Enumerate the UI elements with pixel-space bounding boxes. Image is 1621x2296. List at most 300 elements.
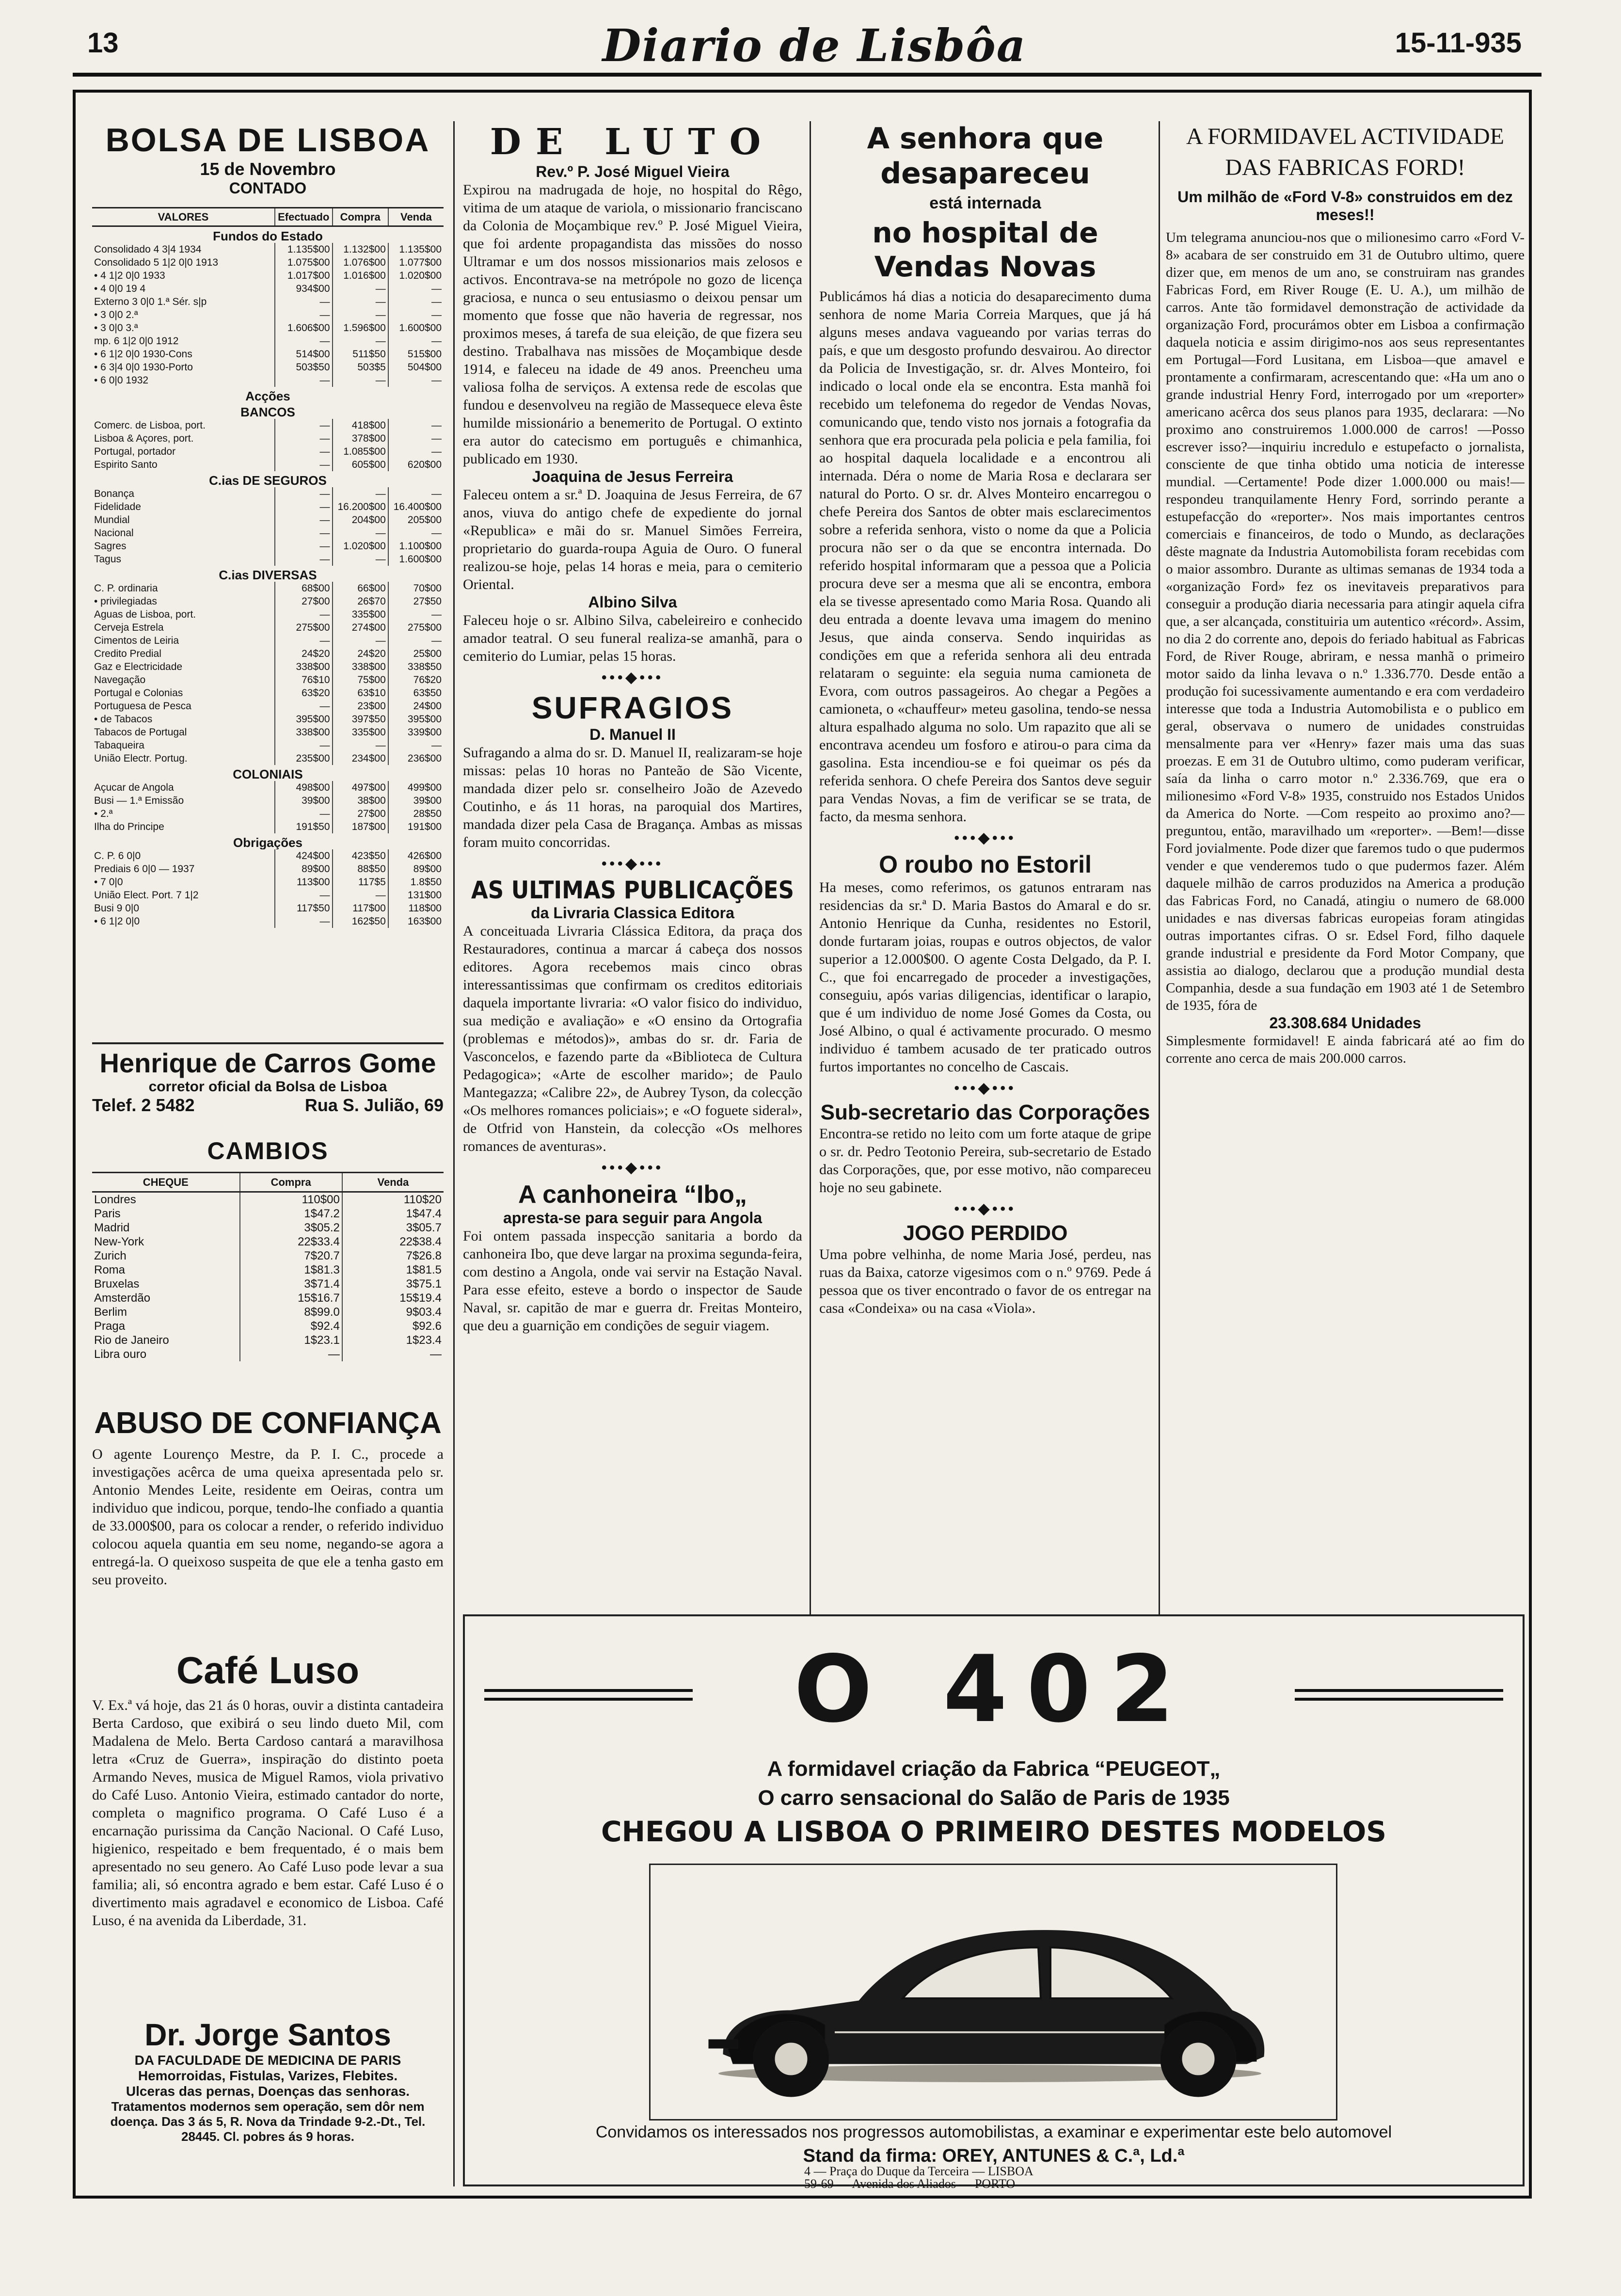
quote-value: 63$10 — [333, 686, 388, 700]
quote-value: — — [333, 634, 388, 647]
table-row — [92, 1207, 444, 1221]
doctor-line-4: Tratamentos modernos sem operação, sem dôr nem doença. Das 3 ás 5, R. Nova da Trindade 9-2.-Dt., Tel. 28445. Cl. pobres ás 9 horas. — [110, 2099, 426, 2144]
jogo-title: JOGO PERDIDO — [903, 1221, 1068, 1245]
senhora-text: Publicámos há dias a noticia do desaparecimento duma senhora de nome Maria Correia Marques, que já há alguns meses andava vagueando por varias terras do país, e que um desgosto profundo desvairou. Ao director da Policia de Investigação, sr. dr. Alves Monteiro, foi indicado o local onde ela se encontra. Esta manhã foi recebido um telefonema do regedor de Vendas Novas, comunicando que, tendo visto nos jornais a fotografia da senhora que era procurada pela policia e pela familia, foi ao hospital daquela localidade e a encontrou ali internada. Déra o nome de Maria Rosa e declarara ser natural do Porto. O sr. dr. Alves Monteiro encarregou o chefe Pereira dos Santos de obter mais esclarecimentos sobre a referida senhora, visto o nome da que a Policia procura não ser o da que se encontra internada. Do referido hospital informaram que a pessoa que a Policia procura deve ser a mesma que ali se encontra, embora ela se tivesse apresentado como Maria Rosa. Quando ali deu entrada a doente levava uma imagem do menino Jesus, que ainda conserva. Sendo inquiridas as condições em que a referida senhora ali deu entrada relataram o seguinte: ela seguia numa camioneta de Evora, com outros passageiros. Ao chegar a Pegões a camioneta, o «chauffeur» meteu gasolina, tendo-se nessa altura espalhado alguma no solo. Um rapazito que ali se encontrava acendeu um fosforo e atirou-o para cima da gasolina. Esta incendiou-se e foi queimar os pés da referida senhora. O chefe Pereira dos Santos deve seguir para Vendas Novas, a fim de verificar se se trata, de facto, da mesma senhora. — [819, 288, 1151, 825]
quote-value: — — [275, 915, 333, 928]
table-row — [92, 752, 444, 765]
table-row — [92, 419, 444, 432]
bolsa-table-header — [92, 208, 444, 226]
quote-value: — — [388, 335, 444, 348]
table-row — [92, 781, 444, 794]
table-row — [92, 445, 444, 458]
peugeot-addresses — [804, 2165, 1192, 2190]
bolsa-section-title: C.ias DE SEGUROS — [209, 473, 327, 487]
quote-value: 1.135$00 — [275, 243, 333, 256]
column-rule — [1159, 121, 1160, 1614]
quote-value: — — [275, 335, 333, 348]
quote-name: Fidelidade — [94, 501, 141, 512]
quote-value: 274$00 — [333, 621, 388, 634]
quote-name: Açucar de Angola — [94, 782, 174, 793]
quote-value: 23$00 — [333, 700, 388, 713]
quote-value: 275$00 — [275, 621, 333, 634]
table-row — [92, 1319, 444, 1333]
quote-name: Externo 3 0|0 1.ª Sér. s|p — [94, 296, 207, 307]
quote-value: 68$00 — [275, 582, 333, 595]
quote-value: — — [275, 526, 333, 540]
table-row — [92, 348, 444, 361]
quote-value: 16.400$00 — [388, 500, 444, 513]
quote-name: Tabaqueira — [94, 740, 144, 751]
currency-name: Berlim — [94, 1306, 127, 1319]
column-header: CHEQUE — [92, 1173, 240, 1192]
ornament: •••◆••• — [954, 1080, 1017, 1096]
table-row — [92, 321, 444, 335]
rate-value: 15$19.4 — [342, 1291, 444, 1305]
table-row — [92, 621, 444, 634]
quote-value: 27$00 — [275, 595, 333, 608]
quote-value: 24$20 — [333, 647, 388, 660]
quote-value: — — [275, 458, 333, 471]
section-rule — [92, 1042, 444, 1044]
quote-value: 335$00 — [333, 726, 388, 739]
quote-value: — — [275, 739, 333, 752]
quote-value: — — [388, 739, 444, 752]
rate-value: 8$99.0 — [240, 1305, 342, 1319]
table-row — [92, 308, 444, 321]
cafe-text: V. Ex.ª vá hoje, das 21 ás 0 horas, ouvir a distinta cantadeira Berta Cardoso, que exibirá o seu lindo dueto Mil, com Madalena de Melo. Berta Cardoso cantará a maravilhosa letra «Cruz de Guerra», inspiração do distinto poeta Armando Neves, musica de Miguel Ramos, viola privativo do Café Luso. Antonio Vieira, estimado cantador do norte, completa o magnifico programa. O Café Luso é a encarnação purissima da Canção Nacional. O Café Luso, higienico, respeitado e bem frequentado, é o mais bem apresentado no seu genero. Ao Café Luso pode levar a sua familia; ali, só encontra agrado e bem estar. Café Luso é o divertimento mais agradavel e economico de Lisboa. Café Luso, é na avenida da Liberdade, 31. — [92, 1697, 444, 1929]
quote-value: — — [333, 739, 388, 752]
quote-value: 511$50 — [333, 348, 388, 361]
quote-name: • 4 0|0 19 4 — [94, 283, 146, 294]
quote-name: Comerc. de Lisboa, port. — [94, 420, 206, 431]
table-row — [92, 686, 444, 700]
bolsa-section-title: Obrigações — [233, 835, 303, 849]
quote-value: 235$00 — [275, 752, 333, 765]
rate-value: 1$81.3 — [240, 1263, 342, 1277]
quote-name: Lisboa & Açores, port. — [94, 433, 194, 444]
quote-value: 28$50 — [388, 807, 444, 820]
quote-value: 1.100$00 — [388, 540, 444, 553]
doctor-line-1: DA FACULDADE DE MEDICINA DE PARIS — [134, 2053, 401, 2068]
quote-value: — — [275, 432, 333, 445]
quote-value: 117$5 — [333, 876, 388, 889]
rate-value: 3$75.1 — [342, 1277, 444, 1291]
quote-value: 16.200$00 — [333, 500, 388, 513]
quote-value: 378$00 — [333, 432, 388, 445]
quote-value: — — [333, 526, 388, 540]
corretor-address: Rua S. Julião, 69 — [304, 1095, 444, 1115]
ornament: •••◆••• — [601, 670, 664, 686]
quote-value: 75$00 — [333, 673, 388, 686]
quote-value: 27$50 — [388, 595, 444, 608]
column-header: Efectuado — [275, 208, 333, 226]
quote-value: 39$00 — [275, 794, 333, 807]
quote-value: 26$70 — [333, 595, 388, 608]
peugeot-stand: Stand da firma: OREY, ANTUNES & C.ª, Ld.ª — [803, 2146, 1185, 2166]
quote-value: — — [388, 445, 444, 458]
peugeot-ad — [463, 1614, 1525, 2191]
quote-name: C. P. ordinaria — [94, 583, 158, 594]
table-row — [92, 739, 444, 752]
rate-value: $92.6 — [342, 1319, 444, 1333]
ford-units: 23.308.684 Unidades — [1269, 1014, 1421, 1032]
rate-value: — — [342, 1347, 444, 1361]
table-row — [92, 256, 444, 269]
cambios-title: CAMBIOS — [207, 1137, 329, 1164]
bolsa-section-row — [92, 765, 444, 781]
quote-name: • 3 0|0 3.ª — [94, 322, 138, 334]
quote-value: — — [388, 634, 444, 647]
luto-title: DE LUTO — [490, 121, 776, 163]
currency-name: Madrid — [94, 1221, 130, 1234]
quote-value: 503$5 — [333, 361, 388, 374]
cafe-title: Café Luso — [176, 1649, 360, 1691]
quote-value: 117$50 — [275, 902, 333, 915]
quote-value: 1.600$00 — [388, 321, 444, 335]
quote-value: 498$00 — [275, 781, 333, 794]
quote-name: Navegação — [94, 674, 146, 686]
estoril-title: O roubo no Estoril — [879, 851, 1092, 878]
currency-name: New-York — [94, 1235, 144, 1248]
bolsa-section-row — [92, 403, 444, 419]
quote-value: 63$20 — [275, 686, 333, 700]
quote-value: 1.020$00 — [333, 540, 388, 553]
quote-value: — — [275, 608, 333, 621]
quote-name: • 6 3|4 0|0 1930-Porto — [94, 362, 193, 373]
quote-name: • 6 1|2 0|0 1930-Cons — [94, 349, 192, 360]
quote-value: 76$10 — [275, 673, 333, 686]
bolsa-section-row — [92, 387, 444, 403]
estoril-text: Ha meses, como referimos, os gatunos entraram nas residencias da sr.ª D. Maria Bastos do Amaral e do sr. Antonio Henrique da Cunha, residentes no Estoril, donde furtaram joias, roupas e outros objectos, de valor superior a 12.000$00. O agente Costa Delgado, da P. I. C., que foi encarregado de proceder a investigações, conseguiu, após varias diligencias, identificar o larapio, que é um individuo de nome José Gomes da Costa, ou José Albino, o qual é activamente procurado. O mesmo individuo é tambem acusado de ter praticado outros furtos importantes no concelho de Cascais. — [819, 879, 1151, 1075]
subsecretario-title: Sub-secretario das Corporações — [820, 1100, 1150, 1124]
quote-name: Tabacos de Portugal — [94, 727, 187, 738]
quote-value: 162$50 — [333, 915, 388, 928]
bolsa-title: BOLSA DE LISBOA — [105, 122, 430, 159]
quote-name: Portugal, portador — [94, 446, 176, 457]
quote-value: — — [388, 526, 444, 540]
quote-value: 620$00 — [388, 458, 444, 471]
quote-value: 236$00 — [388, 752, 444, 765]
quote-value: 163$00 — [388, 915, 444, 928]
sufragios-title: SUFRAGIOS — [531, 690, 734, 725]
sufragios-heading: D. Manuel II — [589, 726, 676, 743]
quote-value: 1.075$00 — [275, 256, 333, 269]
title-rule-right — [1295, 1689, 1503, 1701]
quote-name: Cerveja Estrela — [94, 622, 164, 633]
peugeot-line-2: O carro sensacional do Salão de Paris de 1935 — [758, 1786, 1230, 1810]
bolsa-subtitle-2: CONTADO — [229, 179, 307, 197]
senhora-title: A senhora que desapareceu — [867, 122, 1104, 191]
table-row — [92, 889, 444, 902]
doctor-ad — [92, 2017, 444, 2177]
column-header: VALORES — [92, 208, 275, 226]
table-row — [92, 282, 444, 295]
ford-title: A FORMIDAVEL ACTIVIDADE DAS FABRICAS FORD! — [1186, 124, 1504, 180]
quote-value: 88$50 — [333, 862, 388, 876]
ford-subtitle: Um milhão de «Ford V-8» construidos em dez meses!! — [1177, 188, 1513, 223]
column-rule — [453, 1614, 455, 2186]
subsecretario-text: Encontra-se retido no leito com um forte ataque de gripe o sr. dr. Pedro Teotonio Pereira, sub-secretario de Estado das Corporações, que, por esse motivo, não compareceu hoje no seu gabinete. — [819, 1126, 1151, 1196]
column-header: Venda — [388, 208, 444, 226]
luto-text: Expirou na madrugada de hoje, no hospital do Rêgo, vitima de um ataque de variola, o missionario franciscano da Colonia de Moçambique rev.º P. José Miguel Vieira, que foi ardente propagandista das missões do nosso Ultramar e um dos nossos missionarios mais zelosos e activos. Encontrava-se na metrópole no gozo de licença graciosa, e nunca o seu entusiasmo o deixou pensar um momento que fosse que não haveria de regressar, nos proximos meses, á tarefa de sua eleição, de que fizera seu destino. Trabalhava nas missões de Moçambique desde 1914, e faleceu na idade de 49 anos. Preencheu uma valiosa folha de serviços. A extensa rede de escolas que fundou e desenvolveu na região de Massequece eleva êste humilde missionário a benemerito de Portugal. O extinto era autor do catecismo em português e chimanhica, publicado em 1930. — [463, 182, 802, 467]
quote-name: • privilegiadas — [94, 596, 157, 607]
quote-value: 1.8$50 — [388, 876, 444, 889]
masthead: Diario de Lisbôa — [602, 19, 1027, 72]
quote-value: — — [275, 295, 333, 308]
quote-value: 1.017$00 — [275, 269, 333, 282]
quote-name: Ilha do Principe — [94, 821, 164, 832]
quote-name: Espirito Santo — [94, 459, 158, 470]
cafe-ad — [92, 1648, 444, 1997]
quote-value: — — [275, 807, 333, 820]
currency-name: Praga — [94, 1320, 126, 1333]
quote-name: • 6 0|0 1932 — [94, 375, 149, 386]
quote-value: 1.596$00 — [333, 321, 388, 335]
quote-value: — — [275, 700, 333, 713]
bolsa-section-title: COLONIAIS — [233, 767, 303, 781]
quote-value: 27$00 — [333, 807, 388, 820]
quote-value: — — [275, 513, 333, 526]
quote-value: 1.600$00 — [388, 553, 444, 566]
quote-name: mp. 6 1|2 0|0 1912 — [94, 335, 179, 347]
canhoneira-text: Foi ontem passada inspecção sanitaria a bordo da canhoneira Ibo, que deve largar na proxima segunda-feira, com destino a Angola, onde vai servir na Estação Naval. Para esse efeito, esteve a bordo o inspector de Saude Naval, sr. capitão de mar e guerra dr. Freitas Monteiro, que deu a guarnição em condições de seguir viagem. — [463, 1228, 802, 1334]
quote-value: — — [333, 335, 388, 348]
rate-value: 15$16.7 — [240, 1291, 342, 1305]
quote-value: — — [275, 540, 333, 553]
quote-value: — — [333, 282, 388, 295]
currency-name: Rio de Janeiro — [94, 1334, 169, 1347]
bolsa-subtitle: 15 de Novembro — [200, 159, 336, 179]
quote-value: 338$00 — [333, 660, 388, 673]
quote-name: Credito Predial — [94, 648, 161, 659]
quote-value: 63$50 — [388, 686, 444, 700]
abuso-text: O agente Lourenço Mestre, da P. I. C., procede a investigações acêrca de uma queixa apresentada pelo sr. Antonio Mendes Leite, residente em Oeiras, contra um individuo que indicou, porque, tendo-lhe confiado a quantia de 33.000$00, para os colocar a render, o referido individuo colocou aquela quantia em seu nome, negando-se agora a entregá-la. O queixoso suspeita de que ele a tenha gasto em seu proveito. — [92, 1446, 444, 1588]
quote-name: Portugal e Colonias — [94, 687, 183, 699]
quote-name: Nacional — [94, 527, 134, 539]
table-row — [92, 673, 444, 686]
quote-value: — — [275, 487, 333, 500]
table-row — [92, 295, 444, 308]
table-row — [92, 1277, 444, 1291]
quote-value: — — [275, 634, 333, 647]
table-row — [92, 862, 444, 876]
peugeot-invite: Convidamos os interessados nos progressos automobilistas, a examinar e experimentar este belo automovel — [595, 2123, 1392, 2141]
title-rule-left — [484, 1689, 693, 1701]
quote-value: 605$00 — [333, 458, 388, 471]
table-row — [92, 458, 444, 471]
currency-name: Amsterdão — [94, 1292, 151, 1305]
quote-name: • 6 1|2 0|0 — [94, 916, 140, 927]
rate-value: 22$33.4 — [240, 1235, 342, 1249]
header-rule — [73, 73, 1542, 77]
ford-article — [1166, 121, 1525, 1600]
publicacoes-subtitle: da Livraria Classica Editora — [531, 904, 734, 922]
table-row — [92, 361, 444, 374]
quote-name: Prediais 6 0|0 — 1937 — [94, 863, 195, 875]
table-row — [92, 526, 444, 540]
luto-text: Faleceu hoje o sr. Albino Silva, cabeleireiro e conhecido amador teatral. O seu funeral realiza-se amanhã, para o cemiterio do Lumiar, pelas 15 horas. — [463, 612, 802, 664]
rate-value: 1$23.1 — [240, 1333, 342, 1347]
peugeot-line-1: A formidavel criação da Fabrica “PEUGEOT„ — [767, 1757, 1221, 1781]
quote-name: Consolidado 5 1|2 0|0 1913 — [94, 257, 219, 268]
rate-value: 1$23.4 — [342, 1333, 444, 1347]
abuso-title: ABUSO DE CONFIANÇA — [94, 1406, 442, 1440]
table-row — [92, 582, 444, 595]
quote-value: — — [275, 889, 333, 902]
bolsa-table — [92, 207, 444, 928]
ornament: •••◆••• — [954, 830, 1017, 846]
quote-value: — — [275, 553, 333, 566]
table-row — [92, 915, 444, 928]
quote-value: 70$00 — [388, 582, 444, 595]
quote-value: 234$00 — [333, 752, 388, 765]
quote-value: — — [388, 374, 444, 387]
peugeot-line-3: CHEGOU A LISBOA O PRIMEIRO DESTES MODELOS — [601, 1815, 1387, 1848]
car-illustration-frame — [649, 1864, 1337, 2121]
peugeot-title: O 402 — [794, 1636, 1194, 1743]
quote-value: 113$00 — [275, 876, 333, 889]
rate-value: 9$03.4 — [342, 1305, 444, 1319]
quote-value: — — [333, 308, 388, 321]
corretor-name: Henrique de Carros Gome — [99, 1048, 436, 1078]
table-row — [92, 1305, 444, 1319]
quote-value: 395$00 — [388, 713, 444, 726]
corretor-ad — [92, 1047, 444, 1144]
quote-value: 338$00 — [275, 660, 333, 673]
sufragios-text: Sufragando a alma do sr. D. Manuel II, realizaram-se hoje missas: pelas 10 horas no Panteão de São Vicente, mandada dizer pelo sr. conselheiro João de Azevedo Coutinho, e ás 11 horas, na paroquial dos Martires, mandada dizer pela Casa de Bragança. Ambas as missas foram muito concorridas. — [463, 745, 802, 850]
quote-name: Sagres — [94, 541, 127, 552]
currency-name: Zurich — [94, 1249, 127, 1262]
quote-value: 1.076$00 — [333, 256, 388, 269]
quote-value: 1.135$00 — [388, 243, 444, 256]
rate-value: 7$26.8 — [342, 1249, 444, 1263]
quote-name: • 2.ª — [94, 808, 113, 819]
ford-closing: Simplesmente formidavel! E ainda fabricará até ao fim do corrente ano cerca de mais 200.000 carros. — [1166, 1033, 1525, 1066]
quote-value: — — [333, 889, 388, 902]
column-header: Venda — [342, 1173, 444, 1192]
luto-text: Faleceu ontem a sr.ª D. Joaquina de Jesus Ferreira, de 67 anos, viuva do antigo chefe de expediente do jornal «Republica» e mãi do sr. Manuel Simões Ferreira, proprietario do guarda-roupa Aguia de Ouro. O funeral realizou-se hoje, pelas 14 horas e meia, para o cemiterio Oriental. — [463, 487, 802, 592]
quote-value: 89$00 — [388, 862, 444, 876]
table-row — [92, 1347, 444, 1361]
table-row — [92, 820, 444, 833]
quote-value: 504$00 — [388, 361, 444, 374]
quote-name: • de Tabacos — [94, 714, 153, 725]
rate-value: 1$47.4 — [342, 1207, 444, 1221]
quote-value: — — [388, 487, 444, 500]
table-row — [92, 807, 444, 820]
quote-value: 1.132$00 — [333, 243, 388, 256]
quote-value: 131$00 — [388, 889, 444, 902]
quote-name: Bonança — [94, 488, 134, 499]
quote-value: 397$50 — [333, 713, 388, 726]
column-header: Compra — [240, 1173, 342, 1192]
table-row — [92, 1221, 444, 1235]
table-row — [92, 487, 444, 500]
quote-value: — — [275, 419, 333, 432]
quote-value: 191$00 — [388, 820, 444, 833]
peugeot-address-2: 59-69 — Avenida dos Aliados — PORTO — [804, 2177, 1016, 2191]
luto-heading: Rev.º P. José Miguel Vieira — [536, 163, 730, 180]
table-row — [92, 540, 444, 553]
quote-value: — — [275, 308, 333, 321]
quote-value: 1.016$00 — [333, 269, 388, 282]
quote-value: — — [333, 553, 388, 566]
column-rule — [453, 121, 455, 1614]
table-row — [92, 269, 444, 282]
rate-value: $92.4 — [240, 1319, 342, 1333]
table-row — [92, 726, 444, 739]
quote-name: Gaz e Electricidade — [94, 661, 183, 672]
quote-name: União Electr. Portug. — [94, 753, 188, 764]
table-row — [92, 1192, 444, 1207]
ford-text: Um telegrama anunciou-nos que o milionesimo carro «Ford V-8» acabara de ser construido em 31 de Outubro ultimo, quere dizer que, em menos de um ano, se construiram nas grandes Fabricas Ford, em River Rouge (E. U. A.), um milhão de carros. Ante tão formidavel demonstração de actividade da organização Ford, procurámos obter em Lisboa a confirmação daquela noticia e assim dirigimo-nos aos seus representantes em Portugal—Ford Lusitana, em Lisboa—que amavel e prontamente a confirmaram, acrescentando que: «Ha um ano o grande industrial Henry Ford, interrogado por um «reporter» americano acêrca dos seus planos para 1935, declarara: —No proximo ano construiremos 1.000.000 de carros! —Posso escrever isso?—inquiriu incredulo e estupefacto o jornalista, consciente de que tinha obtido uma noticia de interesse mundial. —Certamente! Pode dizer 1.000.000 ou mais!—respondeu tranquilamente Henry Ford, sorrindo perante a estupefacção do «reporter». Nos mais importantes centros comerciais e financeiros, de todo o Mundo, as declarações dêste magnate da Industria Automobilista foram recebidas com o maior assombro. Durante as ultimas semanas de 1934 toda a «organização Ford» fez os inevitaveis preparativos para conseguir a produção diaria necessaria para atingir aquela cifra que, a ser alcançada, constituiria um autentico «récord». Assim, no dia 2 do corrente ano, depois do feriado habitual as Fabricas Ford, de River Rouge, abriram, e nessa manhã o primeiro motor saido da linha levava o n.º 1.336.770. Desde então a produção foi sucessivamente aumentando e era com verdadeiro interesse que toda a Industria Automobilista e o publico em geral, observava o numero de unidades construidas mensalmente para ver «Henry» fazer mais uma das suas proezas. E em 31 de Outubro ultimo, como puderam verificar, saía da linha o carro motor n.º 2.336.769, que era o milionesimo «Ford V-8» 1935, construido nos Estados Unidos da America do Norte. —Com respeito ao proximo ano?—preguntou, então, maravilhado um «reporter». —Bem!—disse Ford jovialmente. Pode dizer que faremos tudo o que pudermos vender e que venderemos tudo o que pudermos fazer. Além daquele milhão de carros produzidos na America a produção das Fabricas Ford, no Canadá, atingiu o numero de 68.000 unidades e nas diversas fabricas europeias foram atingidas outras importantes cifras. O sr. Edsel Ford, filho daquele grande industrial e presidente da Ford Motor Company, que assistia ao dialogo, declarou que a produção mundial desta Companhia, desde a sua fundação em 1903 até 1 de Setembro de 1935, fóra de — [1166, 230, 1525, 1013]
table-row — [92, 500, 444, 513]
quote-value: — — [333, 295, 388, 308]
canhoneira-subtitle: apresta-se para seguir para Angola — [503, 1209, 763, 1227]
currency-name: Londres — [94, 1193, 136, 1206]
bolsa-section-row — [92, 471, 444, 487]
quote-value: 395$00 — [275, 713, 333, 726]
cambios-section — [92, 1137, 444, 1384]
quote-value: 89$00 — [275, 862, 333, 876]
doctor-line-2: Hemorroidas, Fistulas, Varizes, Flebites. — [138, 2068, 398, 2083]
bolsa-section-title: BANCOS — [240, 405, 295, 419]
senhora-title-2: no hospital de Vendas Novas — [872, 216, 1098, 283]
bolsa-section — [92, 121, 444, 1037]
table-row — [92, 432, 444, 445]
ornament: •••◆••• — [954, 1201, 1017, 1217]
bolsa-section-row — [92, 566, 444, 582]
quote-value: 1.020$00 — [388, 269, 444, 282]
table-row — [92, 513, 444, 526]
cambios-table-header — [92, 1173, 444, 1192]
corretor-line: corretor oficial da Bolsa de Lisboa — [148, 1079, 387, 1095]
luto-heading: Albino Silva — [588, 593, 677, 611]
publicacoes-title: AS ULTIMAS PUBLICAÇÕES — [471, 876, 795, 904]
quote-value: — — [388, 295, 444, 308]
currency-name: Bruxelas — [94, 1277, 140, 1291]
quote-name: União Elect. Port. 7 1|2 — [94, 890, 199, 901]
quote-value: 338$00 — [275, 726, 333, 739]
quote-value: 24$20 — [275, 647, 333, 660]
bolsa-section-title: Fundos do Estado — [213, 229, 323, 243]
quote-name: Busi 9 0|0 — [94, 903, 140, 914]
bolsa-table-body — [92, 226, 444, 928]
quote-value: — — [388, 282, 444, 295]
quote-name: • 4 1|2 0|0 1933 — [94, 270, 165, 281]
table-row — [92, 634, 444, 647]
bolsa-section-title: C.ias DIVERSAS — [219, 568, 317, 582]
table-row — [92, 335, 444, 348]
quote-name: Busi — 1.ª Emissão — [94, 795, 184, 806]
quote-value: 38$00 — [333, 794, 388, 807]
quote-name: Tagus — [94, 554, 122, 565]
quote-value: 503$50 — [275, 361, 333, 374]
quote-name: • 3 0|0 2.ª — [94, 309, 138, 320]
table-row — [92, 700, 444, 713]
abuso-article — [92, 1406, 444, 1634]
quote-value: 25$00 — [388, 647, 444, 660]
quote-value: 338$50 — [388, 660, 444, 673]
quote-value: 76$20 — [388, 673, 444, 686]
rate-value: 1$81.5 — [342, 1263, 444, 1277]
quote-value: 418$00 — [333, 419, 388, 432]
quote-name: Aguas de Lisboa, port. — [94, 609, 196, 620]
currency-name: Paris — [94, 1207, 121, 1220]
quote-value: 204$00 — [333, 513, 388, 526]
quote-name: Consolidado 4 3|4 1934 — [94, 244, 202, 255]
cambios-table-body — [92, 1192, 444, 1362]
